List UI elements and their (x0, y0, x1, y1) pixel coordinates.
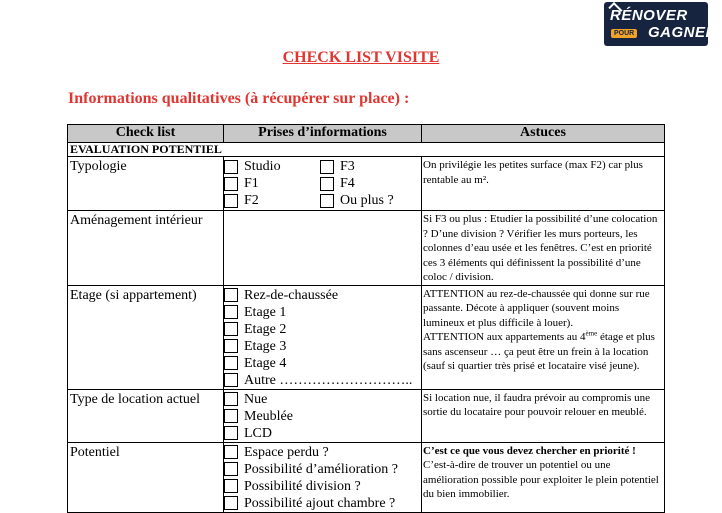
checkbox-f3[interactable]: F3 (320, 158, 421, 175)
amenagement-input-cell[interactable] (224, 211, 422, 286)
checkbox-f1[interactable]: F1 (224, 175, 320, 192)
logo-line-1: RÉNOVER (610, 7, 688, 24)
checkbox-icon[interactable] (224, 356, 238, 370)
checkbox-meublee[interactable]: Meublée (224, 408, 421, 425)
row-label-amenagement: Aménagement intérieur (68, 211, 224, 286)
header-prises: Prises d’informations (224, 125, 422, 143)
checkbox-f4[interactable]: F4 (320, 175, 421, 192)
tip-etage-4-start: ATTENTION aux appartements au 4 (423, 331, 586, 343)
location-options (224, 389, 422, 442)
checkbox-studio[interactable]: Studio (224, 158, 320, 175)
row-label-potentiel: Potentiel (68, 442, 224, 512)
checkbox-icon[interactable] (224, 305, 238, 319)
checkbox-icon[interactable] (224, 479, 238, 493)
logo-badge: POUR (611, 29, 637, 38)
table-row (68, 442, 665, 512)
table-header-row (68, 125, 665, 143)
checkbox-icon[interactable] (224, 160, 238, 174)
checkbox-icon[interactable] (224, 462, 238, 476)
header-check-list: Check list (68, 125, 224, 143)
checklist-table (67, 124, 665, 513)
checkbox-icon[interactable] (320, 160, 334, 174)
checkbox-icon[interactable] (224, 177, 238, 191)
checkbox-etage-2[interactable]: Etage 2 (224, 321, 421, 338)
checkbox-nue[interactable]: Nue (224, 391, 421, 408)
checkbox-etage-3[interactable]: Etage 3 (224, 338, 421, 355)
checkbox-rez-de-chaussee[interactable]: Rez-de-chaussée (224, 287, 421, 304)
tip-etage (422, 285, 665, 389)
checkbox-ajout-chambre[interactable]: Possibilité ajout chambre ? (224, 495, 421, 512)
checkbox-etage-1[interactable]: Etage 1 (224, 304, 421, 321)
group-row (68, 143, 665, 157)
tip-typologie: On privilégie les petites surface (max F2) car plus rentable au m². (422, 157, 665, 211)
potentiel-options (224, 442, 422, 512)
table-row (68, 211, 665, 286)
checkbox-icon[interactable] (320, 194, 334, 208)
table-row (68, 389, 665, 442)
table-row (68, 285, 665, 389)
checkbox-icon[interactable] (224, 445, 238, 459)
etage-options (224, 285, 422, 389)
checkbox-f2[interactable]: F2 (224, 192, 320, 209)
checkbox-division[interactable]: Possibilité division ? (224, 478, 421, 495)
checkbox-icon[interactable] (224, 373, 238, 387)
tip-etage-4-end: étage et plus sans ascenseur … ça peut être un frein à la location (sauf si quartier très prisé et locataire visé jeune). (423, 331, 655, 372)
tip-potentiel (422, 442, 665, 512)
checkbox-icon[interactable] (224, 288, 238, 302)
checkbox-icon[interactable] (320, 177, 334, 191)
typologie-options (224, 157, 422, 211)
checkbox-lcd[interactable]: LCD (224, 425, 421, 442)
table-row (68, 157, 665, 211)
checkbox-icon[interactable] (224, 496, 238, 510)
logo-line-2: GAGNER (648, 24, 717, 41)
checkbox-icon[interactable] (224, 194, 238, 208)
brand-logo (604, 2, 717, 46)
checkbox-espace-perdu[interactable]: Espace perdu ? (224, 444, 421, 461)
tip-amenagement: Si F3 ou plus : Etudier la possibilité d’une colocation ? D’une division ? Vérifier les murs porteurs, les colonnes d’eau usée et les fenêtres. C’est en priorité ces 3 éléments qui définissent la possibilité d’une coloc / division. (422, 211, 665, 286)
checkbox-icon[interactable] (224, 392, 238, 406)
checkbox-etage-4[interactable]: Etage 4 (224, 355, 421, 372)
document-title: CHECK LIST VISITE (282, 49, 440, 66)
tip-potentiel-bold: C’est ce que vous devez chercher en priorité ! (423, 444, 636, 457)
header-astuces: Astuces (422, 125, 665, 143)
row-label-etage: Etage (si appartement) (68, 285, 224, 389)
checkbox-icon[interactable] (224, 409, 238, 423)
tip-location: Si location nue, il faudra prévoir au compromis une sortie du locataire pour pouvoir relouer en meublé. (422, 389, 665, 442)
group-label: EVALUATION POTENTIEL (68, 143, 665, 157)
checkbox-icon[interactable] (224, 426, 238, 440)
checkbox-ou-plus[interactable]: Ou plus ? (320, 192, 421, 209)
row-label-typologie: Typologie (68, 157, 224, 211)
checkbox-amelioration[interactable]: Possibilité d’amélioration ? (224, 461, 421, 478)
row-label-location: Type de location actuel (68, 389, 224, 442)
tip-potentiel-text: C’est-à-dire de trouver un potentiel ou une amélioration possible pour exploiter le plein potentiel du bien immobilier. (423, 459, 659, 500)
tip-etage-4-sup: ème (585, 329, 598, 338)
checkbox-autre[interactable]: Autre ……………………….. (224, 372, 421, 389)
checkbox-icon[interactable] (224, 339, 238, 353)
tip-etage-rdc: ATTENTION au rez-de-chaussée qui donne sur rue passante. Décote à appliquer (souvent moins lumineux et plus difficile à louer). (423, 287, 650, 329)
section-title: Informations qualitatives (à récupérer sur place) : (68, 90, 410, 107)
checkbox-icon[interactable] (224, 322, 238, 336)
